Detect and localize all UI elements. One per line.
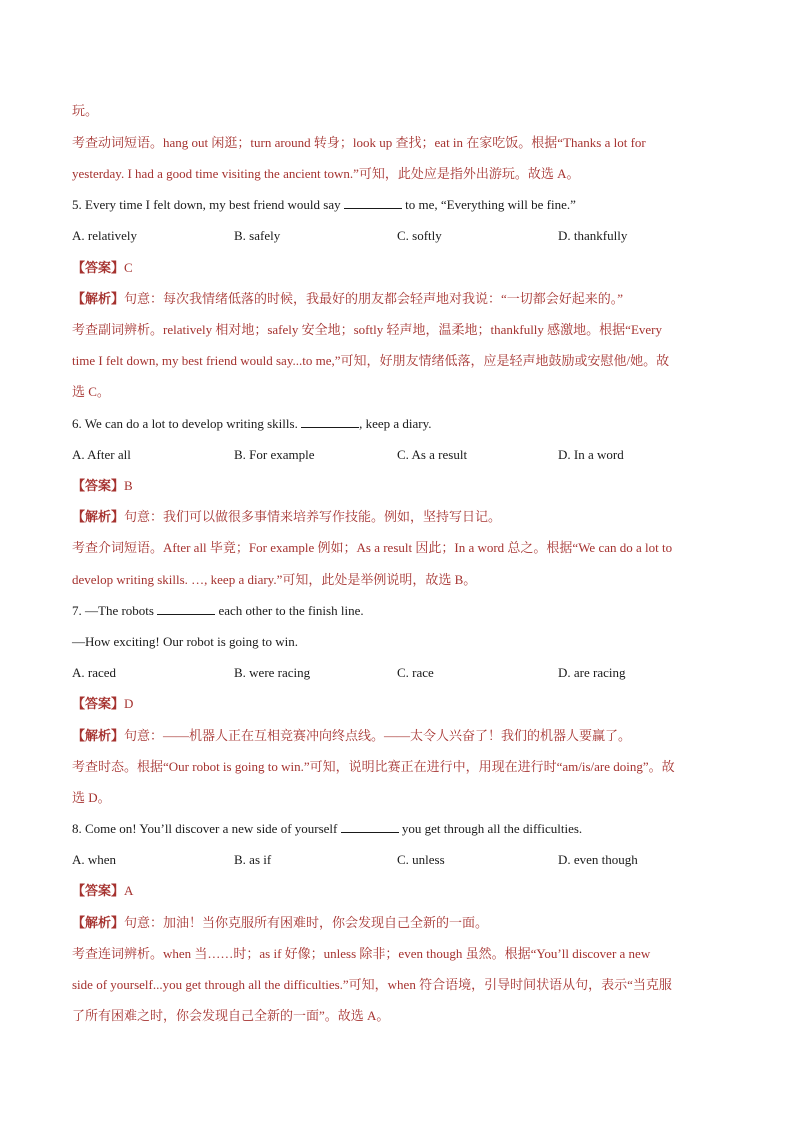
analysis-line: [72, 507, 732, 527]
text-line: develop writing skills. …, keep a diary.”可知，此处是举例说明，故选 B。: [72, 572, 477, 587]
stem-text: you get through all the difficulties.: [398, 821, 583, 836]
answer-label: 【答案】: [72, 696, 125, 711]
analysis-line: [72, 726, 732, 746]
option-d: D. thankfully: [558, 228, 628, 243]
answer-value: C: [124, 260, 133, 275]
analysis-label: 【解析】: [72, 291, 125, 306]
answer-value: A: [124, 883, 134, 898]
text-line: 考查时态。根据“Our robot is going to win.”可知，说明比赛正在进行中，用现在进行时“am/is/are doing”。故: [72, 759, 675, 774]
option-a: A. After all: [72, 447, 131, 462]
option-c: C. race: [397, 665, 434, 680]
text-line: time I felt down, my best friend would say...to me,”可知，好朋友情绪低落，应是轻声地鼓励或安慰他/她。故: [72, 353, 670, 368]
text-line: 考查副词辨析。relatively 相对地；safely 安全地；softly 轻声地，温柔地；thankfully 感激地。根据“Every: [72, 322, 662, 337]
question-6-stem: [72, 414, 732, 434]
option-b: B. as if: [234, 852, 272, 867]
text-line: 选 D。: [72, 790, 111, 805]
question-5-stem: [72, 195, 732, 215]
answer-line: [72, 694, 732, 714]
answer-label: 【答案】: [72, 478, 125, 493]
question-7-stem-2: —How exciting! Our robot is going to win.: [72, 634, 299, 649]
answer-line: [72, 258, 732, 278]
text-line: 玩。: [72, 103, 99, 118]
stem-text: 8. Come on! You’ll discover a new side of yourself: [72, 821, 341, 836]
answer-line: [72, 881, 732, 901]
option-c: C. unless: [397, 852, 445, 867]
analysis-label: 【解析】: [72, 728, 125, 743]
option-a: A. relatively: [72, 228, 137, 243]
analysis-line: [72, 289, 732, 309]
option-c: C. softly: [397, 228, 442, 243]
stem-text: each other to the finish line.: [215, 603, 364, 618]
option-b: B. safely: [234, 228, 281, 243]
analysis-line: [72, 913, 732, 933]
text-line: 了所有困难之时，你会发现自己全新的一面”。故选 A。: [72, 1008, 390, 1023]
stem-text: , keep a diary.: [359, 416, 432, 431]
answer-blank: [301, 415, 359, 428]
analysis-label: 【解析】: [72, 915, 125, 930]
analysis-text: 句意：加油！当你克服所有困难时，你会发现自己全新的一面。: [124, 915, 489, 930]
answer-value: B: [124, 478, 133, 493]
analysis-text: 句意：——机器人正在互相竞赛冲向终点线。——太令人兴奋了！我们的机器人要赢了。: [124, 728, 632, 743]
answer-value: D: [124, 696, 134, 711]
option-a: A. raced: [72, 665, 117, 680]
answer-label: 【答案】: [72, 883, 125, 898]
analysis-label: 【解析】: [72, 509, 125, 524]
stem-text: 6. We can do a lot to develop writing skills.: [72, 416, 302, 431]
question-8-stem: [72, 819, 732, 839]
answer-line: [72, 476, 732, 496]
question-7-stem: [72, 601, 732, 621]
answer-blank: [344, 196, 402, 209]
option-b: B. For example: [234, 447, 315, 462]
stem-text: 5. Every time I felt down, my best friend would say: [72, 197, 344, 212]
option-c: C. As a result: [397, 447, 468, 462]
analysis-text: 句意：我们可以做很多事情来培养写作技能。例如，坚持写日记。: [124, 509, 502, 524]
stem-text: 7. —The robots: [72, 603, 158, 618]
analysis-text: 句意：每次我情绪低落的时候，我最好的朋友都会轻声地对我说：“一切都会好起来的。”: [124, 291, 624, 306]
answer-label: 【答案】: [72, 260, 125, 275]
text-line: 选 C。: [72, 384, 110, 399]
option-d: D. are racing: [558, 665, 626, 680]
option-b: B. were racing: [234, 665, 311, 680]
text-line: 考查动词短语。hang out 闲逛；turn around 转身；look up 查找；eat in 在家吃饭。根据“Thanks a lot for: [72, 135, 646, 150]
answer-blank: [341, 820, 399, 833]
text-line: 考查连词辨析。when 当……时；as if 好像；unless 除非；even though 虽然。根据“You’ll discover a new: [72, 946, 651, 961]
stem-text: to me, “Everything will be fine.”: [401, 197, 576, 212]
answer-blank: [157, 602, 215, 615]
text-line: yesterday. I had a good time visiting the ancient town.”可知，此处应是指外出游玩。故选 A。: [72, 166, 580, 181]
option-a: A. when: [72, 852, 117, 867]
option-d: D. In a word: [558, 447, 624, 462]
option-d: D. even though: [558, 852, 638, 867]
text-line: side of yourself...you get through all the difficulties.”可知，when 符合语境，引导时间状语从句，表示“当克服: [72, 977, 672, 992]
text-line: 考查介词短语。After all 毕竟；For example 例如；As a result 因此；In a word 总之。根据“We can do a lot to: [72, 540, 673, 555]
